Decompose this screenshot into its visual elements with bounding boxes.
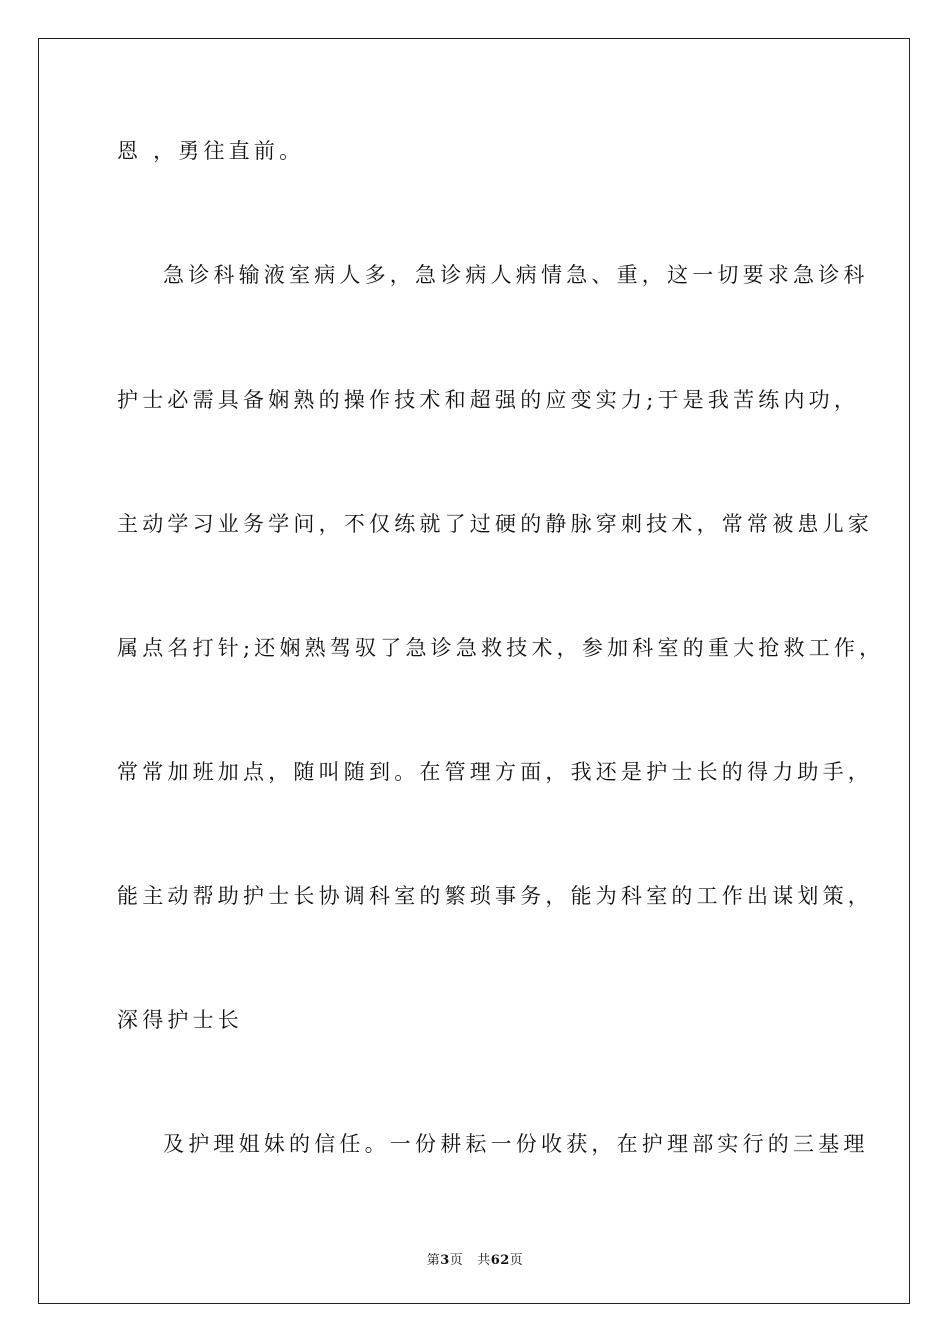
- text-line-9: 及护理姐妹的信任。一份耕耘一份收获，在护理部实行的三基理: [163, 1132, 869, 1156]
- total-pages: 62: [490, 1253, 510, 1268]
- text-line-4: 主动学习业务学问，不仅练就了过硬的静脉穿刺技术，常常被患儿家: [117, 512, 873, 536]
- page-prefix: 第: [426, 1253, 441, 1268]
- text-line-5: 属点名打针;还娴熟驾驭了急诊急救技术，参加科室的重大抢救工作，: [117, 636, 885, 660]
- text-line-3: 护士必需具备娴熟的操作技术和超强的应变实力;于是我苦练内功，: [117, 388, 860, 412]
- text-line-6: 常常加班加点，随叫随到。在管理方面，我还是护士长的得力助手，: [117, 760, 873, 784]
- text-line-8: 深得护士长: [117, 1008, 243, 1032]
- total-suffix: 页: [509, 1253, 524, 1268]
- page-suffix: 页: [449, 1253, 464, 1268]
- page-number: 3: [440, 1253, 450, 1268]
- text-line-1: 恩 ，勇往直前。: [117, 139, 305, 163]
- total-prefix: 共: [477, 1253, 491, 1268]
- page-footer: [0, 1249, 950, 1268]
- page-border: [38, 38, 910, 1304]
- text-line-2: 急诊科输液室病人多，急诊病人病情急、重，这一切要求急诊科: [163, 263, 869, 287]
- text-line-7: 能主动帮助护士长协调科室的繁琐事务，能为科室的工作出谋划策，: [117, 884, 873, 908]
